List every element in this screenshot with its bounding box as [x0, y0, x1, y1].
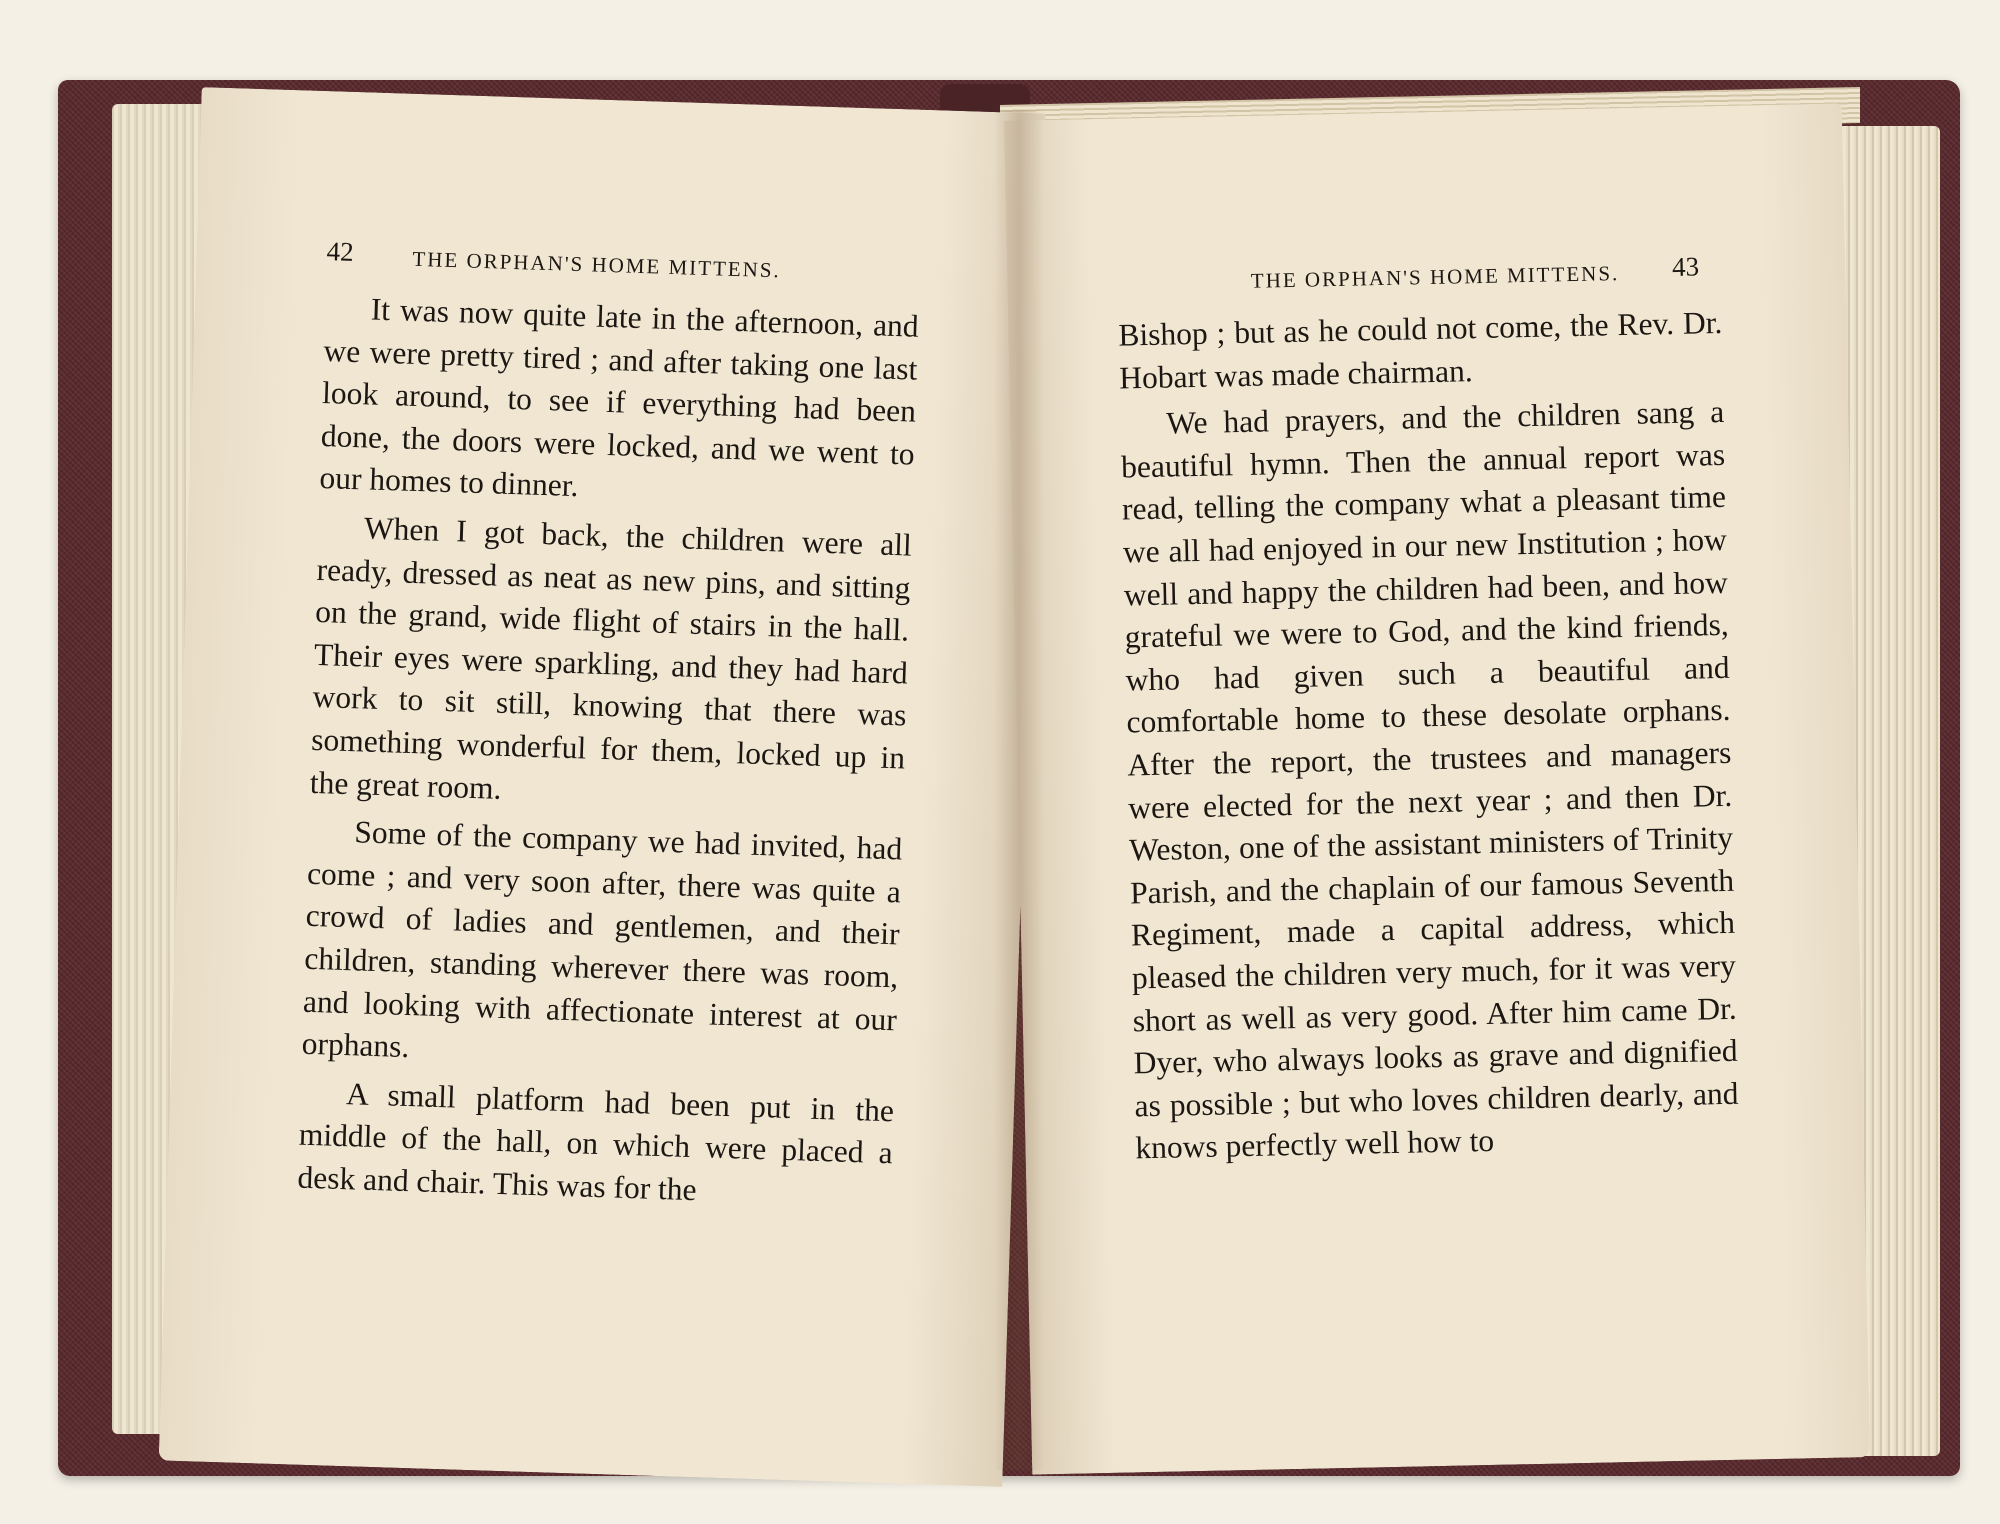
right-page — [1004, 103, 1870, 1474]
left-page — [159, 87, 1046, 1487]
left-paragraph-3: Some of the company we had invited, had come ; and very soon after, there was quite a crowd of ladies and gentlemen, and their children, standing wherever there was room, and looking with affectionate interest at our orphans. — [301, 814, 903, 1065]
left-running-head — [196, 232, 1041, 298]
left-paragraph-2: When I got back, the children were all ready, dressed as neat as new pins, and sitting on the grand, wide flight of stairs in the hall. Their eyes were sparkling, and they had hard work to sit still, knowing that there was something wonderful for them, locked up in the great room. — [309, 510, 913, 806]
left-running-title: THE ORPHAN'S HOME MITTENS. — [412, 246, 782, 283]
right-running-title: THE ORPHAN'S HOME MITTENS. — [1250, 261, 1620, 293]
left-paragraph-4: A small platform had been put in the middle of the hall, on which were placed a desk and chair. This was for the — [297, 1075, 895, 1208]
right-text-block — [1118, 302, 1740, 1174]
right-page-number: 43 — [1671, 251, 1700, 282]
right-paragraph-2: We had prayers, and the children sang a beautiful hymn. Then the annual report was read, telling the company what a pleasant time we all had enjoyed in our new Institution ; how well and happy the children had been, and how grateful we were to God, and the kind friends, who had given such a beautiful and comfortable home to these desolate orphans. After the report, the trustees and managers were elected for the next year ; and then Dr. Weston, one of the assistant ministers of Trinity Parish, and the chaplain of our famous Seventh Regiment, made a capital address, which pleased the children very much, for it was very short as well as very good. After him came Dr. Dyer, who always looks as grave and dignified as possible ; but who loves children dearly, and knows perfectly well how to — [1120, 394, 1739, 1166]
right-paragraph-1: Bishop ; but as he could not come, the Rev. Dr. Hobart was made chairman. — [1118, 304, 1723, 396]
left-paragraph-1: It was now quite late in the afternoon, and we were pretty tired ; and after taking one last look around, to see if everything had been done, the doors were locked, and we went to our homes to dinner. — [319, 291, 920, 504]
left-page-number: 42 — [326, 236, 355, 267]
right-running-head — [1007, 248, 1846, 306]
left-text-block — [297, 287, 920, 1224]
gutter-shadow — [994, 110, 1044, 1470]
